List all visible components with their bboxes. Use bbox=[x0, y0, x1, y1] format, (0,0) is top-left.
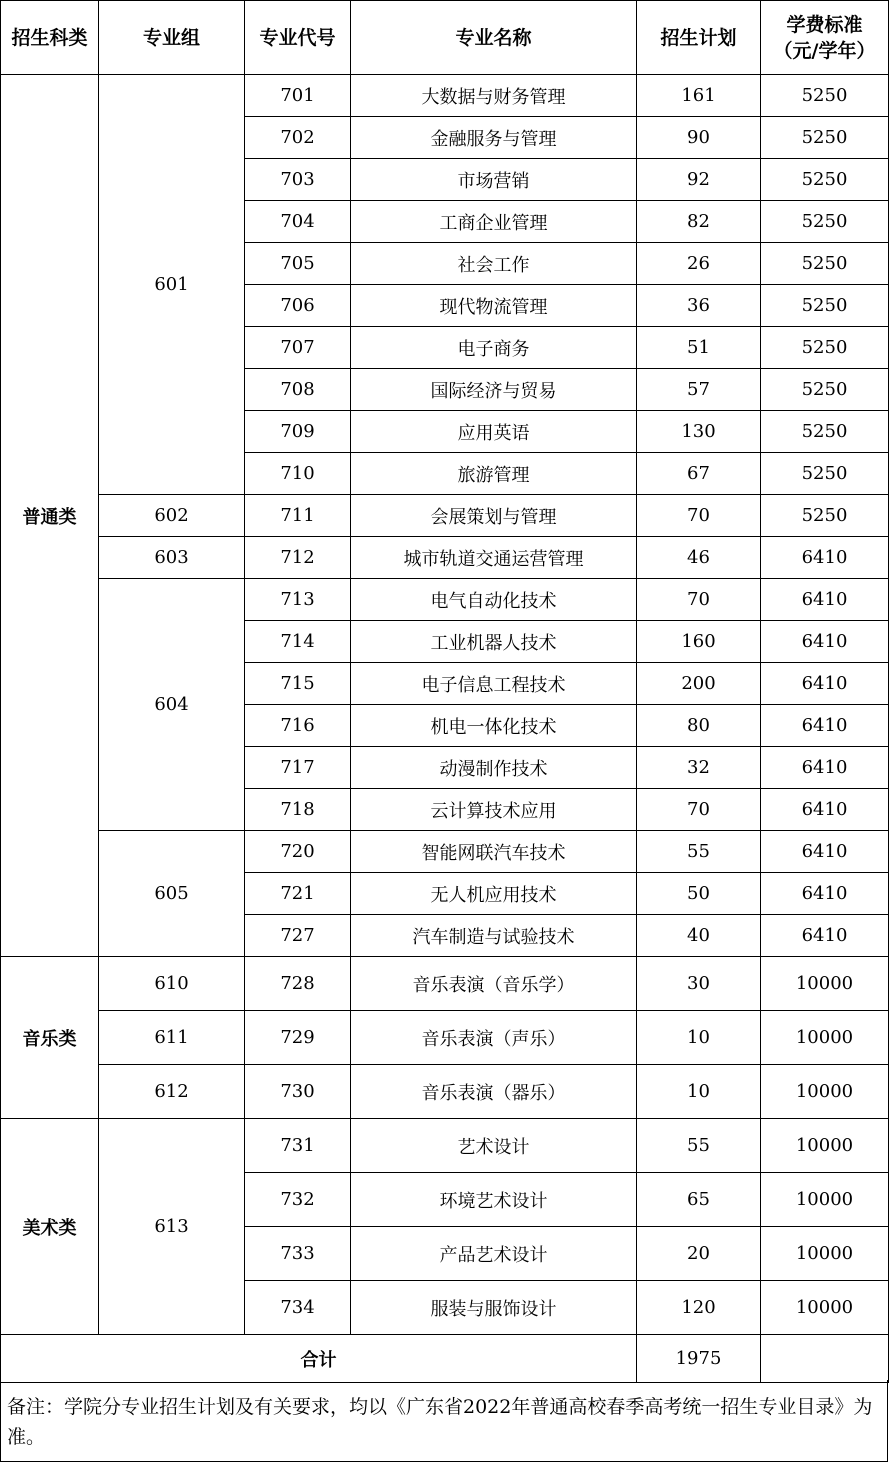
major-plan: 90 bbox=[637, 117, 761, 159]
major-plan: 55 bbox=[637, 1119, 761, 1173]
major-fee: 6410 bbox=[761, 915, 889, 957]
header-fee bbox=[761, 1, 889, 75]
major-code: 731 bbox=[245, 1119, 351, 1173]
major-code: 703 bbox=[245, 159, 351, 201]
group-603: 603 bbox=[99, 537, 245, 579]
major-code: 732 bbox=[245, 1173, 351, 1227]
major-name: 汽车制造与试验技术 bbox=[351, 915, 637, 957]
category-art: 美术类 bbox=[1, 1119, 99, 1335]
major-fee: 5250 bbox=[761, 495, 889, 537]
header-plan: 招生计划 bbox=[637, 1, 761, 75]
group-605: 605 bbox=[99, 831, 245, 957]
major-fee: 10000 bbox=[761, 1011, 889, 1065]
major-code: 721 bbox=[245, 873, 351, 915]
major-plan: 10 bbox=[637, 1065, 761, 1119]
major-fee: 5250 bbox=[761, 453, 889, 495]
major-name: 金融服务与管理 bbox=[351, 117, 637, 159]
major-fee: 10000 bbox=[761, 1281, 889, 1335]
major-code: 720 bbox=[245, 831, 351, 873]
major-fee: 5250 bbox=[761, 117, 889, 159]
major-plan: 160 bbox=[637, 621, 761, 663]
major-fee: 6410 bbox=[761, 789, 889, 831]
major-name: 电气自动化技术 bbox=[351, 579, 637, 621]
header-code: 专业代号 bbox=[245, 1, 351, 75]
major-fee: 5250 bbox=[761, 75, 889, 117]
major-plan: 80 bbox=[637, 705, 761, 747]
major-plan: 200 bbox=[637, 663, 761, 705]
major-name: 旅游管理 bbox=[351, 453, 637, 495]
major-plan: 70 bbox=[637, 495, 761, 537]
major-name: 市场营销 bbox=[351, 159, 637, 201]
major-name: 服装与服饰设计 bbox=[351, 1281, 637, 1335]
major-plan: 36 bbox=[637, 285, 761, 327]
group-613: 613 bbox=[99, 1119, 245, 1335]
major-plan: 70 bbox=[637, 579, 761, 621]
major-code: 713 bbox=[245, 579, 351, 621]
major-code: 718 bbox=[245, 789, 351, 831]
major-plan: 26 bbox=[637, 243, 761, 285]
major-code: 728 bbox=[245, 957, 351, 1011]
group-602: 602 bbox=[99, 495, 245, 537]
major-fee: 5250 bbox=[761, 285, 889, 327]
header-fee-line2: （元/学年） bbox=[773, 39, 876, 62]
major-fee: 6410 bbox=[761, 579, 889, 621]
major-name: 智能网联汽车技术 bbox=[351, 831, 637, 873]
header-row bbox=[1, 1, 889, 75]
major-code: 710 bbox=[245, 453, 351, 495]
major-code: 707 bbox=[245, 327, 351, 369]
table-row bbox=[1, 537, 889, 579]
table-row bbox=[1, 495, 889, 537]
major-name: 应用英语 bbox=[351, 411, 637, 453]
major-plan: 70 bbox=[637, 789, 761, 831]
major-name: 城市轨道交通运营管理 bbox=[351, 537, 637, 579]
major-name: 工业机器人技术 bbox=[351, 621, 637, 663]
table-row bbox=[1, 579, 889, 621]
major-fee: 10000 bbox=[761, 1173, 889, 1227]
major-code: 729 bbox=[245, 1011, 351, 1065]
major-plan: 67 bbox=[637, 453, 761, 495]
major-name: 国际经济与贸易 bbox=[351, 369, 637, 411]
total-plan: 1975 bbox=[637, 1335, 761, 1383]
major-name: 音乐表演（声乐） bbox=[351, 1011, 637, 1065]
major-plan: 40 bbox=[637, 915, 761, 957]
major-plan: 161 bbox=[637, 75, 761, 117]
major-code: 701 bbox=[245, 75, 351, 117]
major-code: 706 bbox=[245, 285, 351, 327]
major-code: 716 bbox=[245, 705, 351, 747]
major-code: 704 bbox=[245, 201, 351, 243]
major-plan: 65 bbox=[637, 1173, 761, 1227]
major-fee: 6410 bbox=[761, 621, 889, 663]
group-611: 611 bbox=[99, 1011, 245, 1065]
major-code: 715 bbox=[245, 663, 351, 705]
group-601: 601 bbox=[99, 75, 245, 495]
major-name: 现代物流管理 bbox=[351, 285, 637, 327]
major-name: 环境艺术设计 bbox=[351, 1173, 637, 1227]
major-plan: 120 bbox=[637, 1281, 761, 1335]
table-row bbox=[1, 1119, 889, 1173]
major-name: 无人机应用技术 bbox=[351, 873, 637, 915]
table-row bbox=[1, 75, 889, 117]
category-music: 音乐类 bbox=[1, 957, 99, 1119]
category-general: 普通类 bbox=[1, 75, 99, 957]
major-fee: 5250 bbox=[761, 201, 889, 243]
footnote: 备注：学院分专业招生计划及有关要求，均以《广东省2022年普通高校春季高考统一招生专业目录》为准。 bbox=[0, 1380, 888, 1462]
major-name: 社会工作 bbox=[351, 243, 637, 285]
major-fee: 5250 bbox=[761, 243, 889, 285]
group-612: 612 bbox=[99, 1065, 245, 1119]
major-plan: 30 bbox=[637, 957, 761, 1011]
major-fee: 10000 bbox=[761, 1227, 889, 1281]
major-code: 702 bbox=[245, 117, 351, 159]
major-fee: 5250 bbox=[761, 369, 889, 411]
major-fee: 10000 bbox=[761, 957, 889, 1011]
group-610: 610 bbox=[99, 957, 245, 1011]
major-code: 734 bbox=[245, 1281, 351, 1335]
header-fee-line1: 学费标准 bbox=[786, 13, 863, 36]
major-code: 727 bbox=[245, 915, 351, 957]
major-code: 708 bbox=[245, 369, 351, 411]
major-name: 电子信息工程技术 bbox=[351, 663, 637, 705]
major-name: 艺术设计 bbox=[351, 1119, 637, 1173]
major-code: 730 bbox=[245, 1065, 351, 1119]
major-fee: 6410 bbox=[761, 663, 889, 705]
major-plan: 46 bbox=[637, 537, 761, 579]
major-name: 产品艺术设计 bbox=[351, 1227, 637, 1281]
major-fee: 6410 bbox=[761, 537, 889, 579]
table-row bbox=[1, 957, 889, 1011]
major-fee: 6410 bbox=[761, 873, 889, 915]
header-category: 招生科类 bbox=[1, 1, 99, 75]
major-code: 714 bbox=[245, 621, 351, 663]
header-group: 专业组 bbox=[99, 1, 245, 75]
total-label: 合计 bbox=[1, 1335, 637, 1383]
major-name: 机电一体化技术 bbox=[351, 705, 637, 747]
major-name: 会展策划与管理 bbox=[351, 495, 637, 537]
major-name: 工商企业管理 bbox=[351, 201, 637, 243]
major-name: 音乐表演（音乐学） bbox=[351, 957, 637, 1011]
group-604: 604 bbox=[99, 579, 245, 831]
major-name: 大数据与财务管理 bbox=[351, 75, 637, 117]
major-fee: 5250 bbox=[761, 411, 889, 453]
major-fee: 6410 bbox=[761, 831, 889, 873]
major-plan: 92 bbox=[637, 159, 761, 201]
major-plan: 32 bbox=[637, 747, 761, 789]
major-name: 云计算技术应用 bbox=[351, 789, 637, 831]
table-row bbox=[1, 831, 889, 873]
major-name: 音乐表演（器乐） bbox=[351, 1065, 637, 1119]
major-name: 动漫制作技术 bbox=[351, 747, 637, 789]
major-fee: 6410 bbox=[761, 705, 889, 747]
total-fee-empty bbox=[761, 1335, 889, 1383]
major-fee: 6410 bbox=[761, 747, 889, 789]
total-row bbox=[1, 1335, 889, 1383]
table-row bbox=[1, 1065, 889, 1119]
major-plan: 50 bbox=[637, 873, 761, 915]
major-plan: 55 bbox=[637, 831, 761, 873]
major-code: 717 bbox=[245, 747, 351, 789]
table-row bbox=[1, 1011, 889, 1065]
major-fee: 5250 bbox=[761, 327, 889, 369]
major-plan: 130 bbox=[637, 411, 761, 453]
major-plan: 57 bbox=[637, 369, 761, 411]
major-code: 733 bbox=[245, 1227, 351, 1281]
major-code: 712 bbox=[245, 537, 351, 579]
major-code: 705 bbox=[245, 243, 351, 285]
major-plan: 10 bbox=[637, 1011, 761, 1065]
major-plan: 82 bbox=[637, 201, 761, 243]
major-fee: 10000 bbox=[761, 1119, 889, 1173]
header-name: 专业名称 bbox=[351, 1, 637, 75]
major-fee: 5250 bbox=[761, 159, 889, 201]
major-code: 709 bbox=[245, 411, 351, 453]
major-code: 711 bbox=[245, 495, 351, 537]
major-plan: 51 bbox=[637, 327, 761, 369]
major-plan: 20 bbox=[637, 1227, 761, 1281]
major-name: 电子商务 bbox=[351, 327, 637, 369]
major-fee: 10000 bbox=[761, 1065, 889, 1119]
